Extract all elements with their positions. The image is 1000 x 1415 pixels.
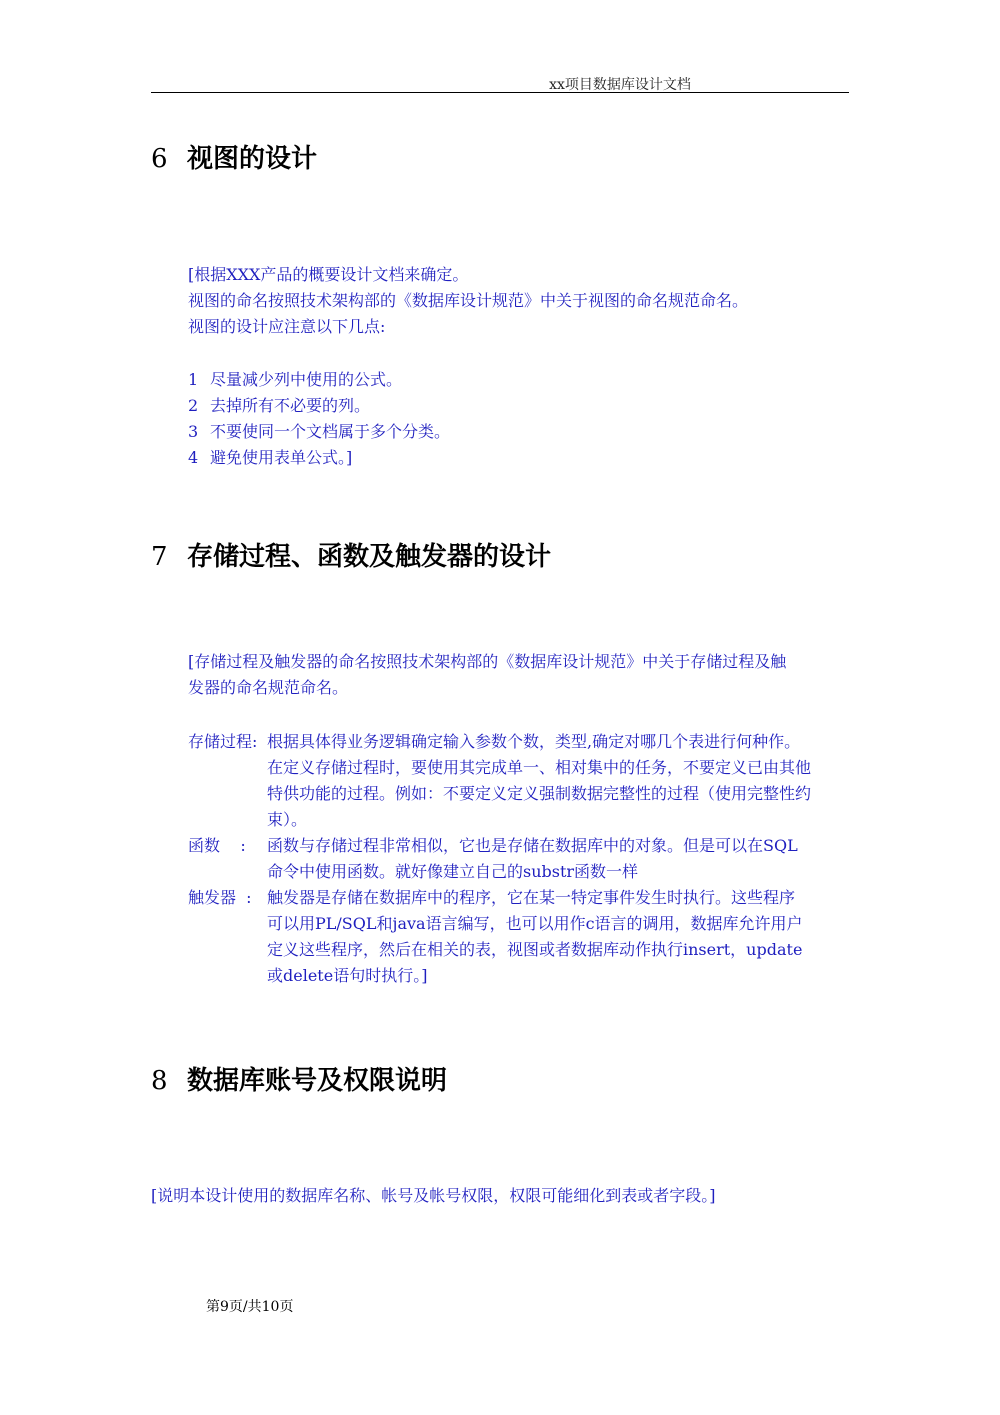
section-6-intro xyxy=(188,262,748,340)
list-item-text: 避免使用表单公式。] xyxy=(210,448,353,467)
section-6-heading xyxy=(151,138,317,175)
section-6-intro-line: [根据XXX产品的概要设计文档来确定。 xyxy=(188,265,469,284)
section-6-list-item xyxy=(188,393,370,419)
list-item-number: 1 xyxy=(188,370,199,389)
definition-line: 可以用PL/SQL和java语言编写，也可以用作c语言的调用，数据库允许用户 xyxy=(267,914,803,933)
definition-term: 函数 : xyxy=(188,836,246,855)
section-6-intro-line: 视图的设计应注意以下几点: xyxy=(188,317,386,336)
section-7-number: 7 xyxy=(151,542,168,572)
page-header-title: xx项目数据库设计文档 xyxy=(549,77,691,93)
section-6-number: 6 xyxy=(151,144,168,174)
definition-line: 或delete语句时执行。] xyxy=(267,966,428,985)
definition-line: 触发器是存储在数据库中的程序，它在某一特定事件发生时执行。这些程序 xyxy=(267,888,796,907)
section-6-intro-line: 视图的命名按照技术架构部的《数据库设计规范》中关于视图的命名规范命名。 xyxy=(188,291,749,310)
definition-line: 定义这些程序，然后在相关的表，视图或者数据库动作执行insert，update xyxy=(267,940,803,959)
list-item-text: 不要使同一个文档属于多个分类。 xyxy=(210,422,451,441)
definition-line: 根据具体得业务逻辑确定输入参数个数，类型,确定对哪几个表进行何种作。 xyxy=(267,732,801,751)
section-8-number: 8 xyxy=(151,1066,168,1096)
section-6-list-item xyxy=(188,367,402,393)
section-6-list-item xyxy=(188,445,352,471)
list-item-text: 去掉所有不必要的列。 xyxy=(210,396,371,415)
definition-line: 特供功能的过程。例如：不要定义定义强制数据完整性的过程（使用完整性约 xyxy=(267,784,812,803)
section-7-intro xyxy=(188,649,786,701)
section-7-intro-line: 发器的命名规范命名。 xyxy=(188,678,349,697)
header-rule xyxy=(151,92,849,93)
definition-body xyxy=(267,885,851,989)
definition-body xyxy=(267,729,851,833)
definition-line: 束）。 xyxy=(267,810,308,829)
definition-line: 在定义存储过程时，要使用其完成单一、相对集中的任务，不要定义已由其他 xyxy=(267,758,812,777)
section-7-heading xyxy=(151,536,551,573)
definition-term: 存储过程: xyxy=(188,732,258,751)
section-7-title: 存储过程、函数及触发器的设计 xyxy=(187,542,552,572)
section-8-text: [说明本设计使用的数据库名称、帐号及帐号权限，权限可能细化到表或者字段。] xyxy=(151,1186,716,1205)
definition-body xyxy=(267,833,851,885)
definition-line: 函数与存储过程非常相似，它也是存储在数据库中的对象。但是可以在SQL xyxy=(267,836,798,855)
page-number: 第9页/共10页 xyxy=(206,1299,294,1315)
section-8-title: 数据库账号及权限说明 xyxy=(187,1066,448,1096)
section-7-intro-line: [存储过程及触发器的命名按照技术架构部的《数据库设计规范》中关于存储过程及触 xyxy=(188,652,787,671)
section-6-title: 视图的设计 xyxy=(187,144,318,174)
list-item-number: 3 xyxy=(188,422,199,441)
list-item-text: 尽量减少列中使用的公式。 xyxy=(210,370,403,389)
section-6-list-item xyxy=(188,419,450,445)
list-item-number: 4 xyxy=(188,448,199,467)
section-8-heading xyxy=(151,1060,447,1097)
definition-term: 触发器 : xyxy=(188,888,252,907)
list-item-number: 2 xyxy=(188,396,199,415)
definition-line: 命令中使用函数。就好像建立自己的substr函数一样 xyxy=(267,862,639,881)
